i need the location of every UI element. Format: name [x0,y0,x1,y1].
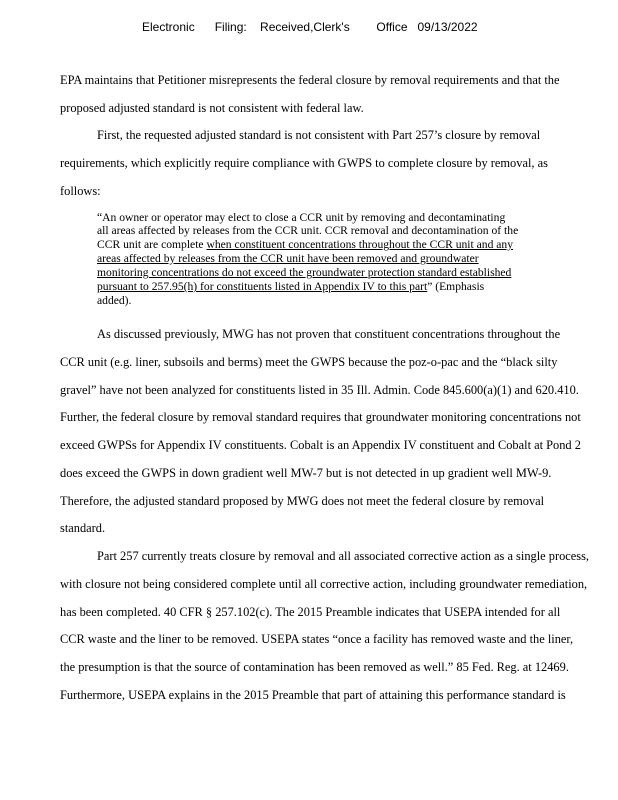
text-line: gravel” have not been analyzed for constituents listed in 35 Ill. Admin. Code 845.600(a)(1) and 620.410. [60,383,579,397]
text-line: Part 257 currently treats closure by removal and all associated corrective action as a single process, [97,549,590,563]
quote-line: added). [97,294,132,307]
filing-header: Electronic Filing: Received,Clerk's Office 09/13/2022 [142,20,478,34]
text-line: Furthermore, USEPA explains in the 2015 Preamble that part of attaining this performance standard is [60,688,566,702]
quote-emphasis: monitoring concentrations do not exceed the groundwater protection standard established [97,266,512,279]
quote-text: CCR unit are complete [97,238,207,251]
text-line: does exceed the GWPS in down gradient well MW-7 but is not detected in up gradient well MW-9. [60,466,552,480]
quote-text: ” (Emphasis [427,280,485,293]
quote-line [97,280,484,293]
text-line: proposed adjusted standard is not consistent with federal law. [60,101,364,115]
quote-emphasis: pursuant to 257.95(h) for constituents listed in Appendix IV to this part [97,280,428,293]
text-line: standard. [60,521,106,535]
text-line: exceed GWPSs for Appendix IV constituents. Cobalt is an Appendix IV constituent and Cobalt at Pond 2 [60,438,581,452]
quote-line: “An owner or operator may elect to close a CCR unit by removing and decontaminating [97,211,506,224]
text-line: requirements, which explicitly require compliance with GWPS to complete closure by removal, as [60,156,548,170]
text-line: Therefore, the adjusted standard proposed by MWG does not meet the federal closure by removal [60,494,545,508]
text-line: has been completed. 40 CFR § 257.102(c). The 2015 Preamble indicates that USEPA intended for all [60,605,561,619]
text-line: with closure not being considered complete until all corrective action, including groundwater remediation, [60,577,588,591]
text-line: First, the requested adjusted standard is not consistent with Part 257’s closure by removal [97,128,541,142]
text-line: CCR waste and the liner to be removed. USEPA states “once a facility has removed waste and the liner, [60,632,574,646]
quote-line [97,238,513,251]
text-line: Further, the federal closure by removal standard requires that groundwater monitoring concentrations not [60,410,581,424]
text-line: CCR unit (e.g. liner, subsoils and berms) meet the GWPS because the poz-o-pac and the “black silty [60,355,558,369]
text-line: EPA maintains that Petitioner misrepresents the federal closure by removal requirements and that the [60,73,560,87]
text-line: follows: [60,184,101,198]
text-line: the presumption is that the source of contamination has been removed as well.” 85 Fed. Reg. at 12469. [60,660,569,674]
text-line: As discussed previously, MWG has not proven that constituent concentrations throughout the [97,327,561,341]
quote-line: all areas affected by releases from the CCR unit. CCR removal and decontamination of the [97,224,519,237]
quote-emphasis: areas affected by releases from the CCR unit have been removed and groundwater [97,252,479,265]
quote-emphasis: when constituent concentrations throughout the CCR unit and any [206,238,514,251]
